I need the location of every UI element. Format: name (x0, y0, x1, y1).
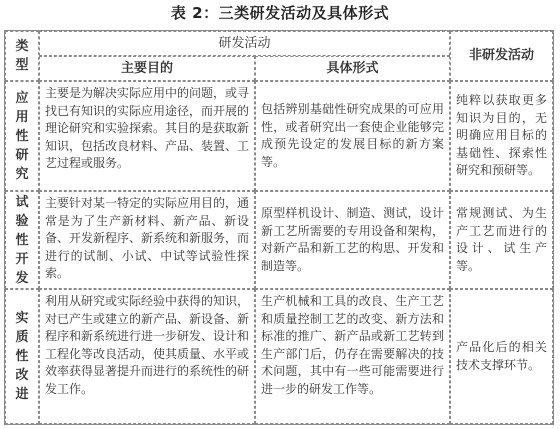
row-form-text: 原型样机设计、制造、测试，设计新工艺所需要的专用设备和架构，对新产品和新工艺的构思、开发和制造等。 (261, 206, 444, 273)
row-type-substantial-improvement (5, 289, 39, 424)
row-purpose-text: 利用从研究或实际经验中获得的知识，对已产生或建立的新产品、新设备、新程序和新系统进行进一步研发、设计和工程化等改良活动，使其质量、水平或效率获得显著提升而进行的系统性的研发工作。 (45, 294, 250, 396)
header-specific-form-label: 具体形式 (326, 60, 379, 76)
row-type-label: 实质性改进 (15, 311, 29, 402)
row-type-label: 试验性开发 (15, 194, 29, 286)
row-purpose-experimental-development (39, 191, 255, 289)
row-non-rd-experimental-development (450, 191, 553, 289)
row-non-rd-text: 产品化后的相关技术支撑环节。 (456, 340, 547, 372)
row-non-rd-substantial-improvement (450, 289, 553, 424)
row-form-text: 包括辨别基础性研究成果的可应用性，或者研究出一套使企业能够完成预先设定的发展目标的新方案等。 (261, 102, 444, 169)
row-purpose-substantial-improvement (39, 289, 255, 424)
row-purpose-text: 主要针对某一特定的实际应用目的，通常是为了生产新材料、新产品、新设备、开发新程序、新系统和新服务，而进行的试制、小试、中试等试验性探索。 (45, 196, 250, 280)
header-rd-activity (39, 31, 450, 56)
row-form-experimental-development (255, 191, 450, 289)
header-non-rd-activity (450, 31, 553, 81)
row-non-rd-applied-research (450, 81, 553, 191)
row-non-rd-text: 常规测试、为生产工艺而进行的设计、试生产等。 (456, 206, 547, 273)
table-title: 表 2：三类研发活动及具体形式 (170, 4, 390, 22)
header-main-purpose (39, 56, 255, 81)
row-type-label: 应用性研究 (15, 90, 29, 182)
header-type-label: 类型 (15, 39, 29, 73)
row-form-text: 生产机械和工具的改良、生产工艺和质量控制工艺的改变、新方法和标准的推广、新产品或新工艺转到生产部门后，仍存在需要解决的技术问题，其中有一些可能需要进行进一步的研发工作等。 (261, 294, 444, 396)
header-main-purpose-label: 主要目的 (120, 60, 173, 76)
activities-table (4, 30, 554, 425)
row-form-substantial-improvement (255, 289, 450, 424)
row-purpose-applied-research (39, 81, 255, 191)
row-type-applied-research (5, 81, 39, 191)
row-form-applied-research (255, 81, 450, 191)
header-non-rd-activity-label: 非研发活动 (468, 48, 534, 64)
header-rd-activity-label: 研发活动 (218, 35, 271, 51)
header-type (5, 31, 39, 81)
row-non-rd-text: 纯粹以获取更多知识为目的，无明确应用目标的基础性、探索性研究和预研等。 (456, 93, 547, 178)
row-purpose-text: 主要是为解决实际应用中的问题，或寻找已有知识的实际应用途径，而开展的理论研究和实验探索。其目的是获取新知识，包括改良材料、产品、装置、工艺过程或服务。 (45, 86, 250, 170)
header-specific-form (255, 56, 450, 81)
row-type-experimental-development (5, 191, 39, 289)
